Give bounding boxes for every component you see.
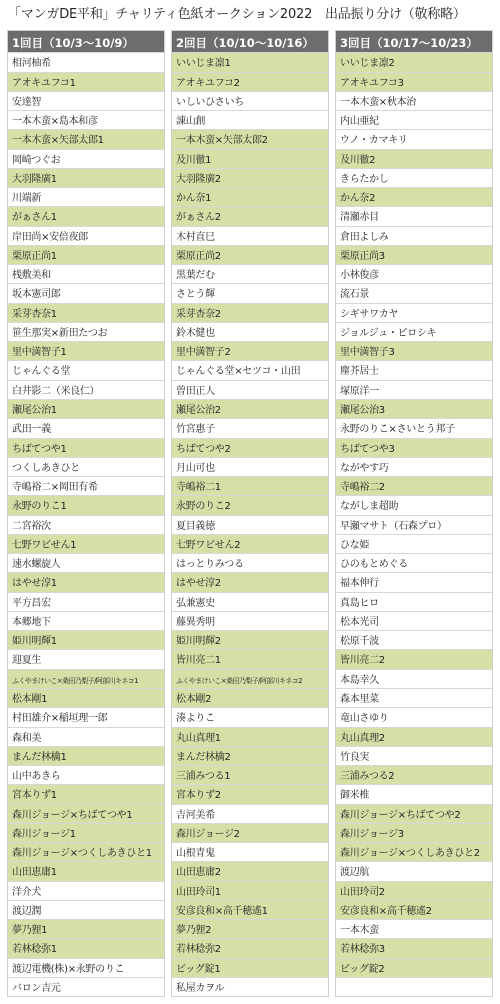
table-row: 渡辺潤 [8,900,164,919]
column-round-3 [335,30,493,997]
table-row: いしいひさいち [172,91,328,110]
table-row [336,977,492,996]
table-row: 森本里菜 [336,688,492,707]
table-row: 安彦良和×高千穂遙2 [336,900,492,919]
table-row: 瀬尾公治2 [172,399,328,418]
table-row: 七野ワビせん1 [8,534,164,553]
table-row: 夏目義徳 [172,515,328,534]
table-row: かん奈1 [172,187,328,206]
table-row: 御米椎 [336,784,492,803]
table-row: 松原千波 [336,630,492,649]
table-row: 二宮裕次 [8,515,164,534]
table-row: ビッグ錠1 [172,958,328,977]
table-row: 村田雄介×稲垣理一郎 [8,707,164,726]
table-row: 采芽杏奈1 [8,303,164,322]
table-row: 福本伸行 [336,572,492,591]
table-row: まんだ林檎2 [172,746,328,765]
table-row: 及川徹1 [172,149,328,168]
table-row: 瀬尾公治3 [336,399,492,418]
table-row: 流石景 [336,283,492,302]
table-row: 森川ジョージ×つくしあきひと1 [8,842,164,861]
table-row: 瀬尾公治1 [8,399,164,418]
table-row: ひな姫 [336,534,492,553]
table-row: じゃんぐる堂 [8,360,164,379]
table-row: 清瀬赤目 [336,206,492,225]
table-row: 山田恵庸2 [172,861,328,880]
table-row: 一本木蛮×秋本治 [336,91,492,110]
table-row: 里中満智子1 [8,341,164,360]
table-row: 一本木蛮×矢部太郎2 [172,129,328,148]
table-row: 姫川明輝2 [172,630,328,649]
table-row: 坂本憲司郎 [8,283,164,302]
table-row: 黒葉だむ [172,264,328,283]
table-row: 速水螺旋人 [8,553,164,572]
table-row: 倉田よしみ [336,226,492,245]
table-row: 一本木蛮 [336,919,492,938]
table-row: 鈴木健也 [172,322,328,341]
table-row: 森和美 [8,727,164,746]
table-row: 森川ジョージ×ちばてつや2 [336,804,492,823]
table-row: ひのもとめぐる [336,553,492,572]
table-row: 洋介犬 [8,881,164,900]
table-row: ながやす巧 [336,457,492,476]
table-row: 山中あきら [8,765,164,784]
table-row: 三浦みつる1 [172,765,328,784]
table-row: 寺嶋裕二×岡田有希 [8,476,164,495]
table-row: 岡崎つぐお [8,149,164,168]
table-row: 采芽杏奈2 [172,303,328,322]
table-row: シギサワカヤ [336,303,492,322]
table-row: はやせ淳1 [8,572,164,591]
table-row: 塵芥居士 [336,360,492,379]
table-row: 内山亜紀 [336,110,492,129]
table-row: 丸山真理1 [172,727,328,746]
table-row: 真島ヒロ [336,592,492,611]
table-row: ジョルジュ・ピロシキ [336,322,492,341]
table-row: 月山可也 [172,457,328,476]
table-row: 永野のりこ1 [8,495,164,514]
table-row: 川端新 [8,187,164,206]
table-row: かん奈2 [336,187,492,206]
table-row: 及川徹2 [336,149,492,168]
table-row: 渡辺電機(株)×永野のりこ [8,958,164,977]
table-row: 森川ジョージ2 [172,823,328,842]
table-row: 永野のりこ×さいとう邦子 [336,418,492,437]
table-row: 迎夏生 [8,649,164,668]
table-row: はっとりみつる [172,553,328,572]
table-row: 寺嶋裕二2 [336,476,492,495]
table-row: 栗原正尚2 [172,245,328,264]
table-row: 早瀬マサト（石森プロ） [336,515,492,534]
table-row: 里中満智子3 [336,341,492,360]
table-row: 永野のりこ2 [172,495,328,514]
table-row: 松本剛1 [8,688,164,707]
table-row: 竹良実 [336,746,492,765]
table-row: 若林稔弥2 [172,938,328,957]
table-row: ながしま超助 [336,495,492,514]
table-row: 本郷地下 [8,611,164,630]
table-row: 山田玲司2 [336,881,492,900]
table-row: 大羽隆廣2 [172,168,328,187]
table-row: ちばてつや2 [172,438,328,457]
table-row: 三浦みつる2 [336,765,492,784]
table-row: 渡辺航 [336,861,492,880]
table-row: 松本剛2 [172,688,328,707]
table-row: アオキユフコ3 [336,72,492,91]
table-row: 森川ジョージ1 [8,823,164,842]
table-row: ふくやまけいこ×桑田乃梨子/阿部川キネコ1 [8,669,164,688]
table-row: 小林俊彦 [336,264,492,283]
table-row: つくしあきひと [8,457,164,476]
table-row: 栗原正尚1 [8,245,164,264]
column-round-1 [7,30,165,997]
table-row: 安彦良和×高千穂遙1 [172,900,328,919]
table-row: 寺嶋裕二1 [172,476,328,495]
table-row: 森川ジョージ3 [336,823,492,842]
table-row: 若林稔弥3 [336,938,492,957]
table-row: 安達智 [8,91,164,110]
table-row: 竜山さゆり [336,707,492,726]
table-row: アオキユフコ2 [172,72,328,91]
table-row: じゃんぐる堂×セツコ・山田 [172,360,328,379]
column-header: 2回目（10/10〜10/16） [172,31,328,52]
table-row: 湊よりこ [172,707,328,726]
table-row: 私屋カヲル [172,977,328,996]
table-row: 里中満智子2 [172,341,328,360]
table-row: バロン吉元 [8,977,164,996]
table-row: 吉河美希 [172,804,328,823]
table-row: アオキユフコ1 [8,72,164,91]
table-row: ふくやまけいこ×桑田乃梨子/阿部川キネコ2 [172,669,328,688]
table-row: 武田一義 [8,418,164,437]
table-row: 森川ジョージ×ちばてつや1 [8,804,164,823]
table-row: 山田恵庸1 [8,861,164,880]
table-row: がぁさん1 [8,206,164,225]
table-row: 夢乃狸2 [172,919,328,938]
table-row: 諌山創 [172,110,328,129]
table-row: 皆川亮二2 [336,649,492,668]
table-row: 相河柚希 [8,52,164,71]
table-row: ウノ・カマキリ [336,129,492,148]
table-row: 山田玲司1 [172,881,328,900]
table-row: 桟敷美和 [8,264,164,283]
table-row: 木村直巳 [172,226,328,245]
table-row: いいじま凛2 [336,52,492,71]
table-row: がぁさん2 [172,206,328,225]
table-row: 松本光司 [336,611,492,630]
table-row: 藤異秀明 [172,611,328,630]
table-row: 曽田正人 [172,380,328,399]
table-row: 栗原正尚3 [336,245,492,264]
table-row: まんだ林檎1 [8,746,164,765]
table-row: 丸山真理2 [336,727,492,746]
table-row: 塚原洋一 [336,380,492,399]
column-header: 3回目（10/17〜10/23） [336,31,492,52]
table-row: 七野ワビせん2 [172,534,328,553]
table-row: 本島幸久 [336,669,492,688]
table-row: 一本木蛮×島本和彦 [8,110,164,129]
table-row: ちばてつや3 [336,438,492,457]
column-header: 1回目（10/3〜10/9） [8,31,164,52]
table-row: 皆川亮二1 [172,649,328,668]
table-row: 笹生那実×新田たつお [8,322,164,341]
table-row: ビッグ錠2 [336,958,492,977]
column-round-2 [171,30,329,997]
table-row: 竹宮惠子 [172,418,328,437]
table-row: 若林稔弥1 [8,938,164,957]
table-row: 弘兼憲史 [172,592,328,611]
auction-table [7,30,493,997]
table-row: 大羽隆廣1 [8,168,164,187]
table-row: 一本木蛮×矢部太郎1 [8,129,164,148]
table-row: ちばてつや1 [8,438,164,457]
table-row: 岸田尚×安倍夜郎 [8,226,164,245]
table-row: 森川ジョージ×つくしあきひと2 [336,842,492,861]
table-row: 夢乃狸1 [8,919,164,938]
table-row: きらたかし [336,168,492,187]
table-row: いいじま凛1 [172,52,328,71]
table-row: 宮本りず2 [172,784,328,803]
page-title: 「マンガDE平和」チャリティ色紙オークション2022 出品振り分け（敬称略） [8,7,466,22]
table-row: はやせ淳2 [172,572,328,591]
table-row: 宮本りず1 [8,784,164,803]
table-row: 平方昌宏 [8,592,164,611]
table-row: 姫川明輝1 [8,630,164,649]
table-row: さとう輝 [172,283,328,302]
table-row: 山根青鬼 [172,842,328,861]
table-row: 白井影二（米良仁） [8,380,164,399]
